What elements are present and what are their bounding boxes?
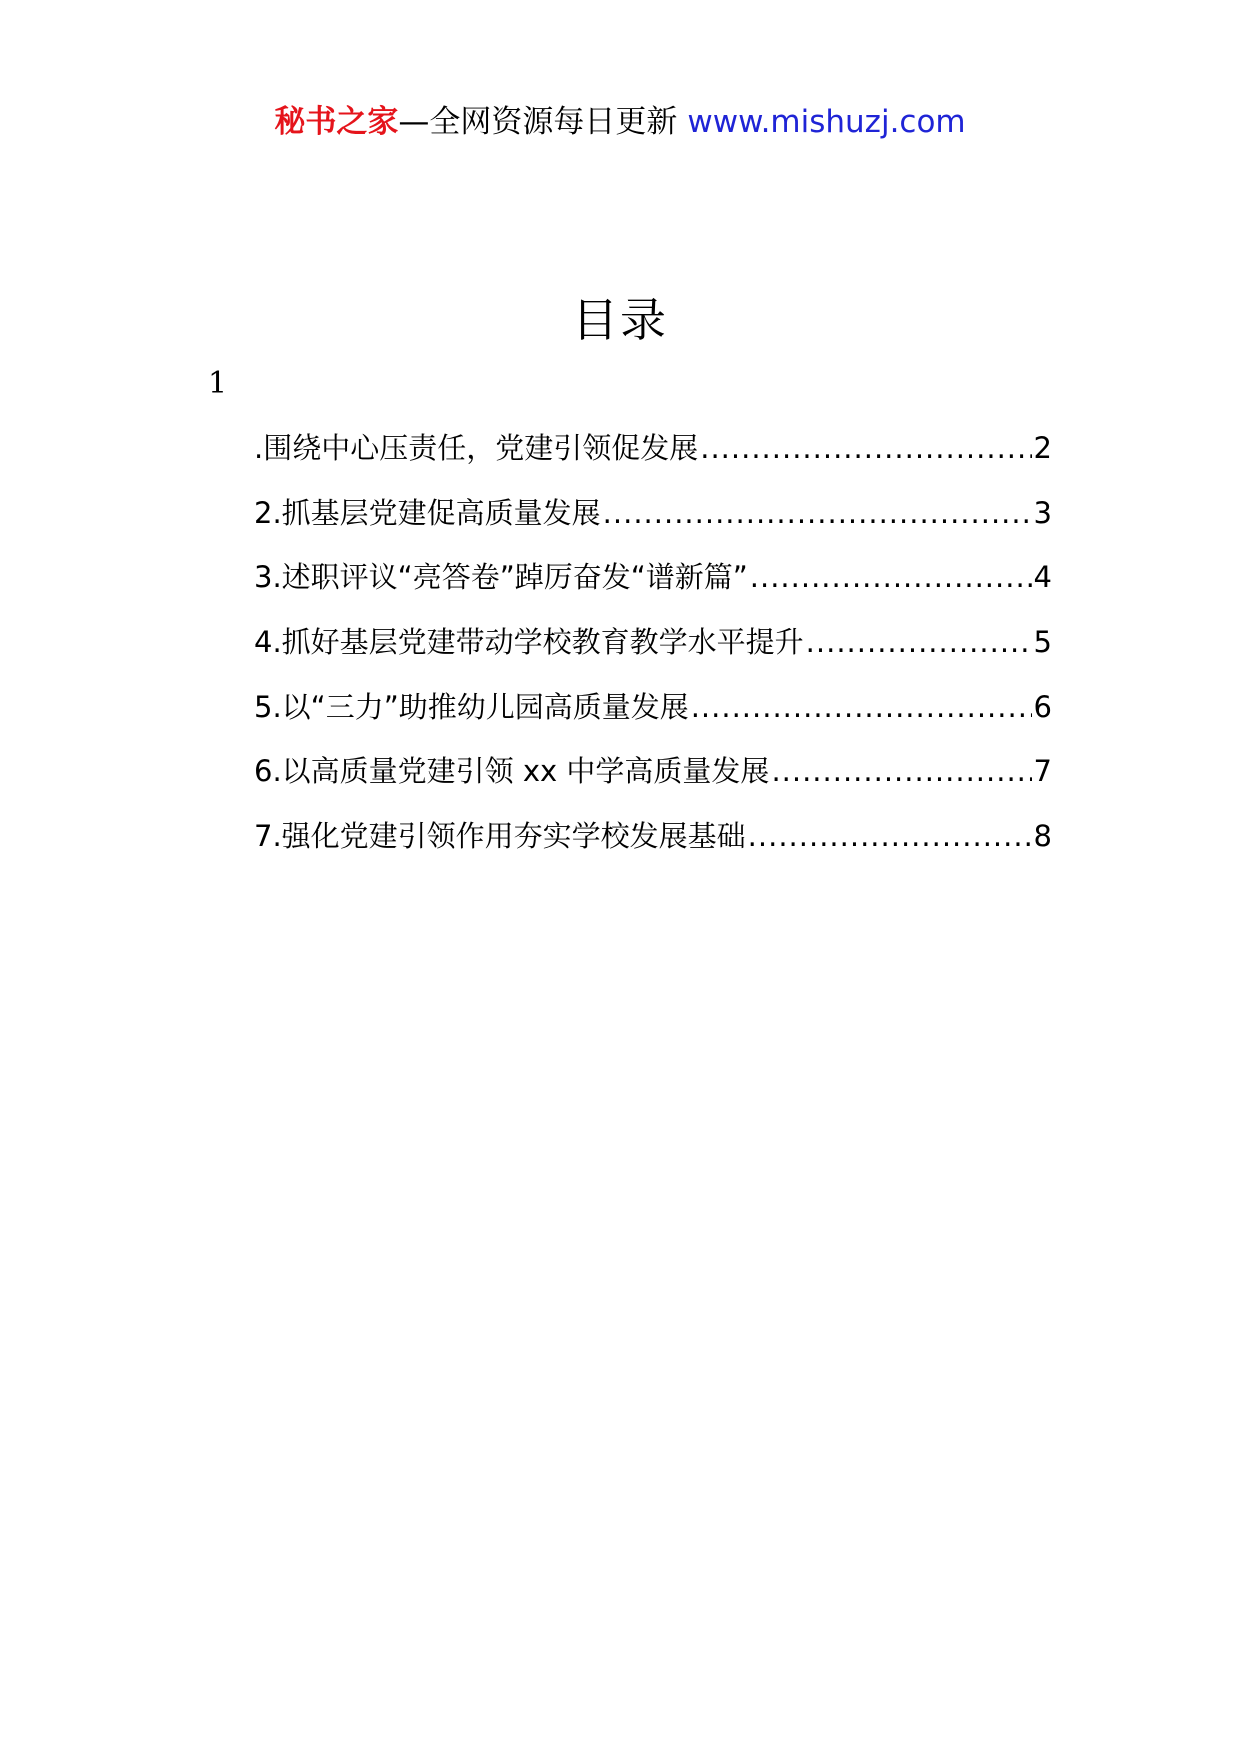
toc-entry-text: 4.抓好基层党建带动学校教育教学水平提升	[254, 625, 804, 660]
toc-entry-5[interactable]	[254, 687, 1052, 752]
toc-dot-leader	[806, 622, 1032, 662]
toc-entry-4[interactable]	[254, 622, 1052, 687]
toc-entry-2[interactable]	[254, 493, 1052, 558]
toc-entry-text: 7.强化党建引领作用夯实学校发展基础	[254, 819, 746, 854]
toc-page-number: 5	[1033, 625, 1052, 660]
stray-number: 1	[208, 366, 228, 401]
toc-entry-3[interactable]	[254, 557, 1052, 622]
toc-entry-text: 3.述职评议“亮答卷”踔厉奋发“谱新篇”	[254, 560, 748, 595]
toc-title: 目录	[572, 293, 668, 347]
toc-page-number: 3	[1033, 495, 1052, 530]
toc-list	[254, 428, 1052, 881]
toc-dot-leader	[750, 557, 1032, 597]
brand-name: 秘书之家	[274, 104, 399, 140]
toc-dot-leader	[691, 687, 1032, 727]
toc-entry-text: 6.以高质量党建引领 xx 中学高质量发展	[254, 754, 770, 789]
header-slogan: —全网资源每日更新	[398, 104, 678, 140]
toc-entry-text: .围绕中心压责任，党建引领促发展	[254, 431, 699, 465]
toc-page-number: 6	[1033, 689, 1052, 724]
toc-entry-1[interactable]	[254, 428, 1052, 493]
toc-page-number: 8	[1033, 819, 1052, 854]
toc-dot-leader	[771, 751, 1031, 791]
toc-page-number: 2	[1033, 431, 1052, 465]
toc-entry-7[interactable]	[254, 816, 1052, 881]
toc-entry-6[interactable]	[254, 751, 1052, 816]
toc-entry-text: 5.以“三力”助推幼儿园高质量发展	[254, 689, 689, 724]
website-link[interactable]: www.mishuzj.com	[687, 104, 966, 140]
toc-entry-text: 2.抓基层党建促高质量发展	[254, 495, 601, 530]
toc-page-number: 4	[1033, 560, 1052, 595]
page-header	[0, 100, 1240, 144]
toc-page-number: 7	[1033, 754, 1052, 789]
toc-dot-leader	[700, 428, 1031, 468]
toc-dot-leader	[748, 816, 1032, 856]
toc-dot-leader	[603, 493, 1032, 533]
